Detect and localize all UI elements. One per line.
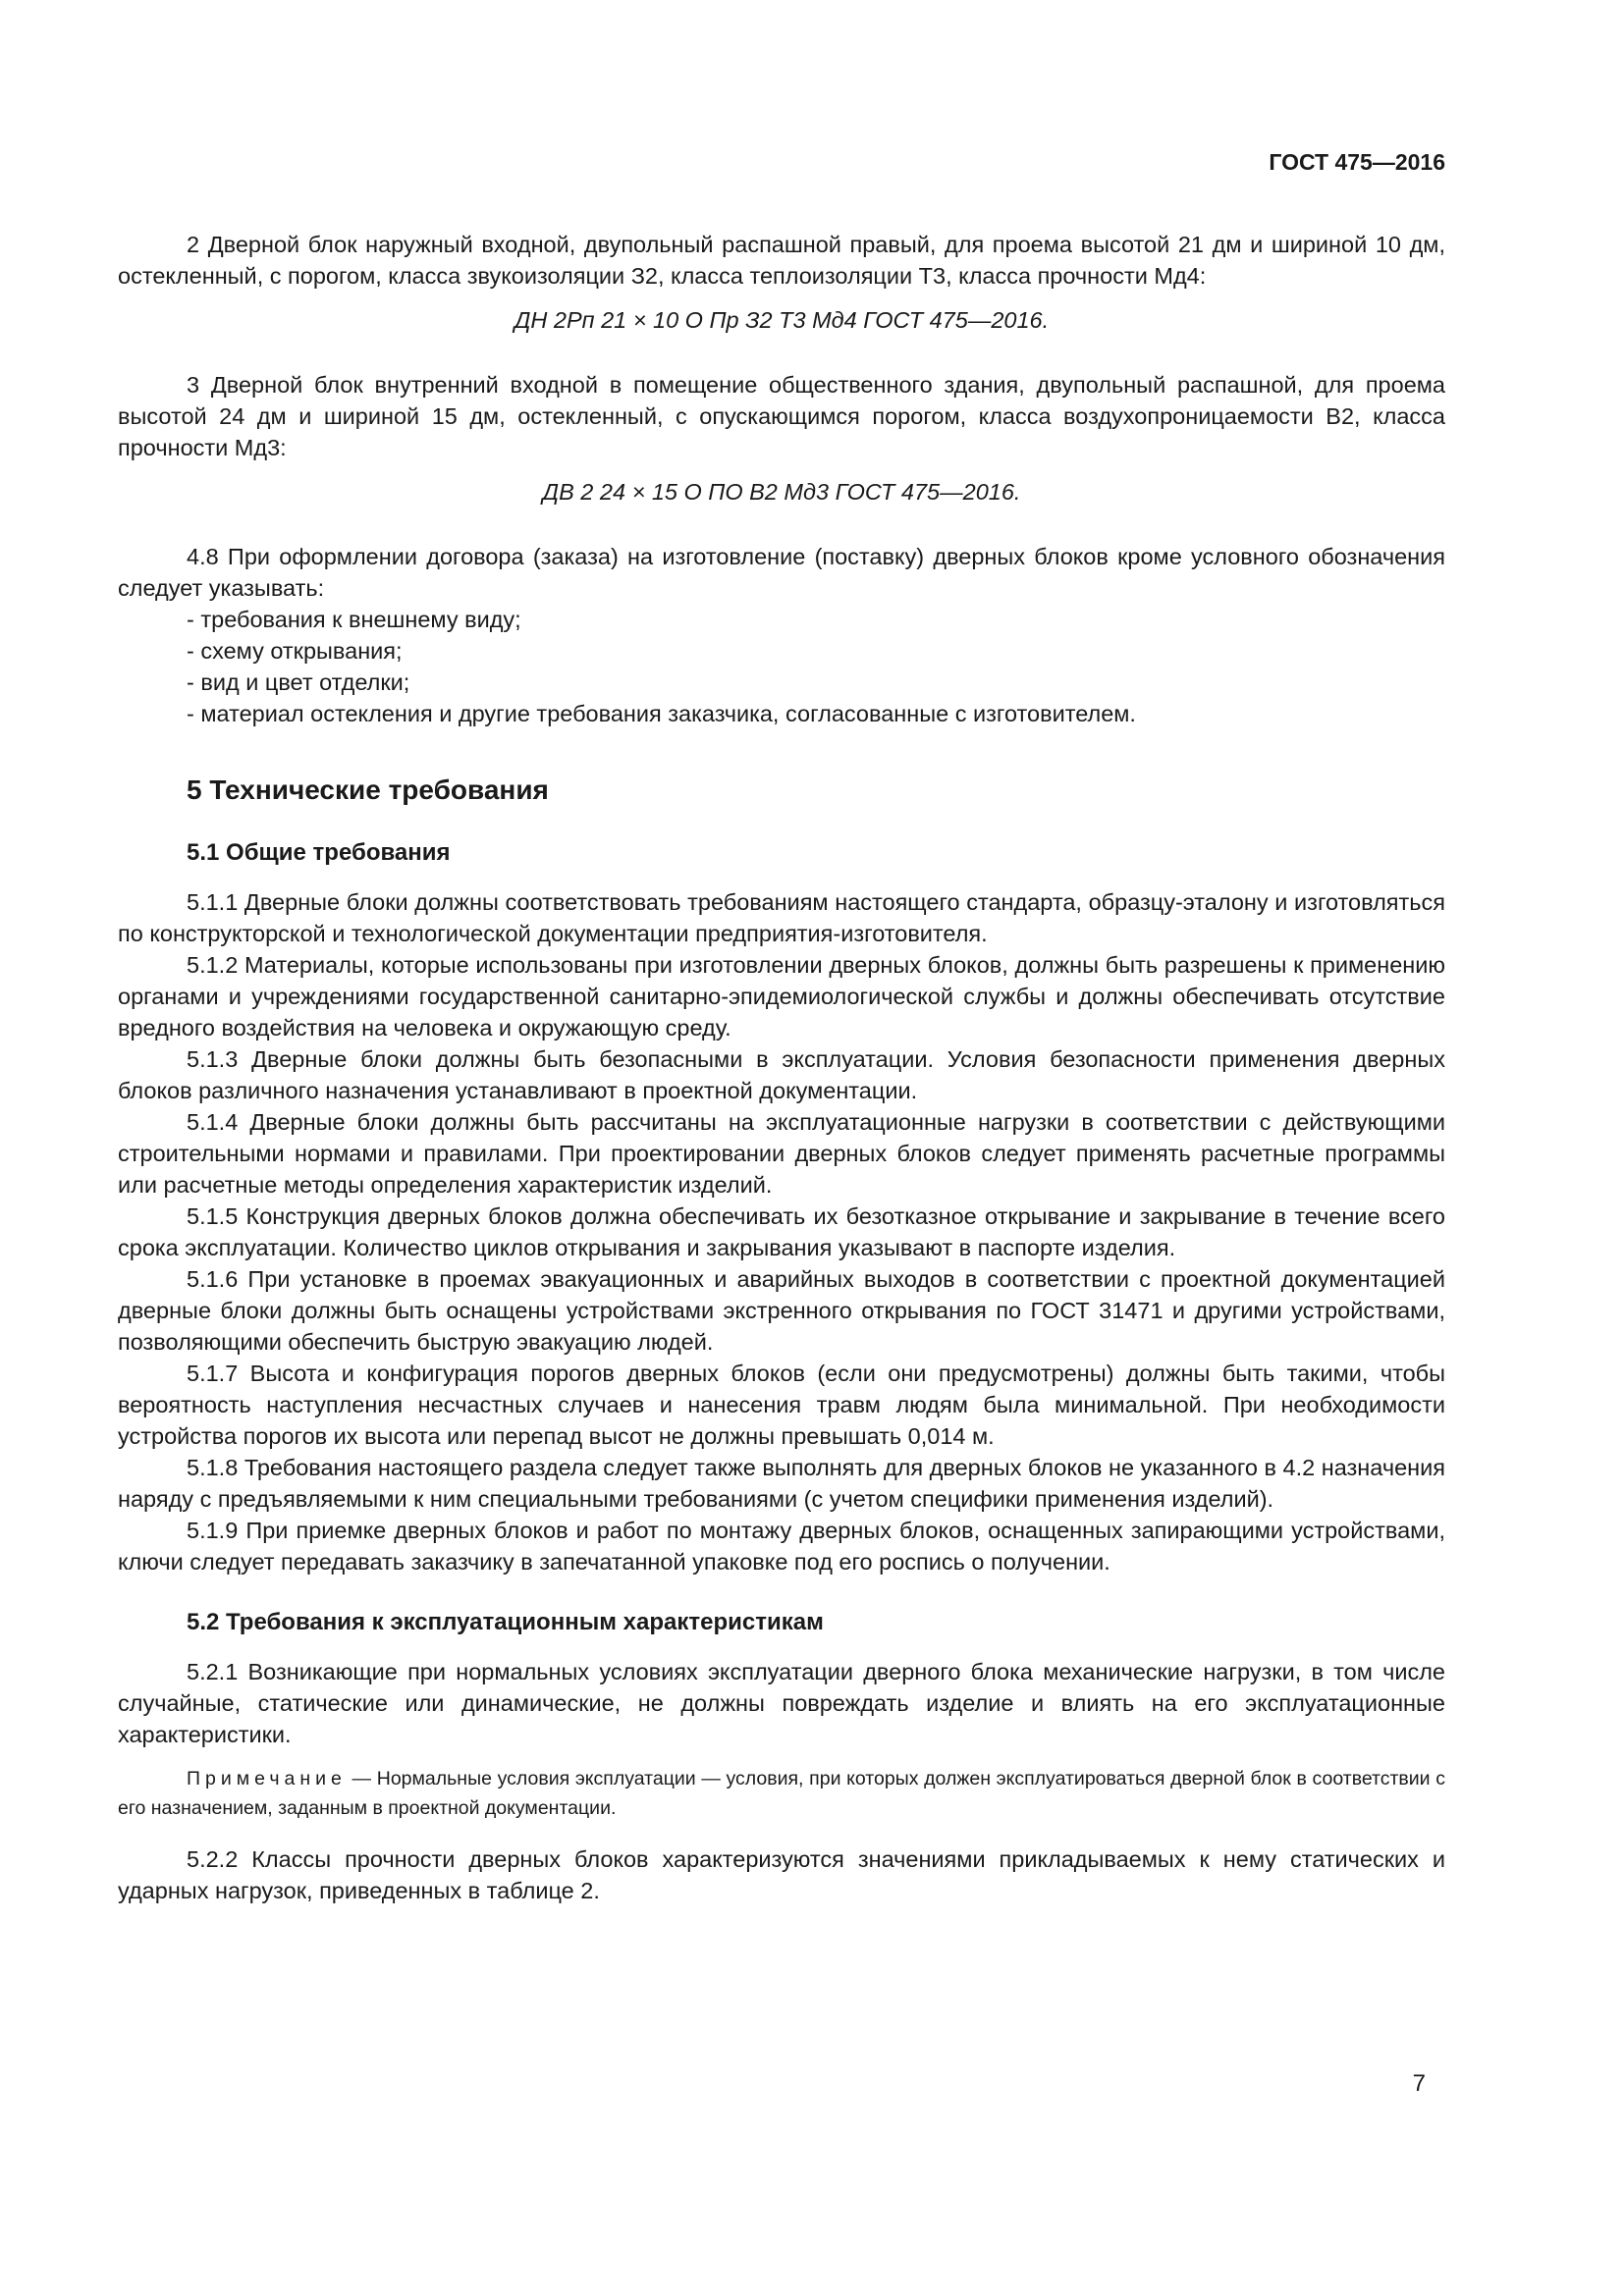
designation-example: ДН 2Рп 21 × 10 О Пр З2 Т3 Мд4 ГОСТ 475—2016. xyxy=(514,307,1050,333)
section-heading: 5 Технические требования xyxy=(187,774,549,805)
paragraph: 5.1.5 Конструкция дверных блоков должна обеспечивать их безотказное открывание и закрывание в течение всего срока эксплуатации. Количество циклов открывания и закрывания указывают в паспорте изделия. xyxy=(118,1203,1445,1260)
paragraph: 5.1.8 Требования настоящего раздела следует также выполнять для дверных блоков не указанного в 4.2 назначения наряду с предъявляемыми к ним специальными требованиями (с учетом специфики применения изделий). xyxy=(118,1455,1445,1512)
paragraph: 5.1.3 Дверные блоки должны быть безопасными в эксплуатации. Условия безопасности применения дверных блоков различного назначения устанавливают в проектной документации. xyxy=(118,1046,1445,1103)
running-header: ГОСТ 475—2016 xyxy=(1269,149,1445,175)
paragraph: 4.8 При оформлении договора (заказа) на изготовление (поставку) дверных блоков кроме условного обозначения следует указывать: xyxy=(118,544,1445,601)
list-item: - вид и цвет отделки; xyxy=(187,669,410,695)
paragraph: 5.1.1 Дверные блоки должны соответствовать требованиям настоящего стандарта, образцу-эталону и изготовляться по конструкторской и технологической документации предприятия-изготовителя. xyxy=(118,889,1445,946)
list-item: - схему открывания; xyxy=(187,638,403,664)
paragraph: 5.1.6 При установке в проемах эвакуационных и аварийных выходов в соответствии с проектной документацией дверные блоки должны быть оснащены устройствами экстренного открывания по ГОСТ 31471 и другими устройствами, позволяющими обеспечить быструю эвакуацию людей. xyxy=(118,1266,1445,1355)
paragraph: 3 Дверной блок внутренний входной в помещение общественного здания, двупольный распашной, для проема высотой 24 дм и шириной 15 дм, остекленный, с опускающимся порогом, класса воздухопроницаемости В2, класса прочности Мд3: xyxy=(118,372,1445,460)
note: Примечание — Нормальные условия эксплуатации — условия, при которых должен эксплуатироваться дверной блок в соответствии с его назначением, заданным в проектной документации. xyxy=(118,1768,1445,1819)
list-item: - требования к внешнему виду; xyxy=(187,607,521,632)
paragraph: 5.1.9 При приемке дверных блоков и работ по монтажу дверных блоков, оснащенных запирающими устройствами, ключи следует передавать заказчику в запечатанной упаковке под его роспись о получении. xyxy=(118,1518,1445,1575)
subsection-heading: 5.2 Требования к эксплуатационным характеристикам xyxy=(187,1609,824,1635)
paragraph: 5.2.1 Возникающие при нормальных условиях эксплуатации дверного блока механические нагрузки, в том числе случайные, статические или динамические, не должны повреждать изделие и влиять на его эксплуатационные характеристики. xyxy=(118,1659,1445,1747)
paragraph: 5.2.2 Классы прочности дверных блоков характеризуются значениями прикладываемых к нему статических и ударных нагрузок, приведенных в таблице 2. xyxy=(118,1846,1445,1903)
paragraph: 2 Дверной блок наружный входной, двупольный распашной правый, для проема высотой 21 дм и шириной 10 дм, остекленный, с порогом, класса звукоизоляции З2, класса теплоизоляции Т3, класса прочности Мд4: xyxy=(118,232,1445,289)
page-number: 7 xyxy=(1412,2070,1426,2097)
note-label: Примечание xyxy=(187,1768,347,1789)
designation-example: ДВ 2 24 × 15 О ПО В2 Мд3 ГОСТ 475—2016. xyxy=(542,479,1021,505)
list-item: - материал остекления и другие требования заказчика, согласованные с изготовителем. xyxy=(187,701,1136,726)
document-content xyxy=(118,229,1445,1906)
subsection-heading: 5.1 Общие требования xyxy=(187,839,451,866)
paragraph: 5.1.4 Дверные блоки должны быть рассчитаны на эксплуатационные нагрузки в соответствии с действующими строительными нормами и правилами. При проектировании дверных блоков следует применять расчетные программы или расчетные методы определения характеристик изделий. xyxy=(118,1109,1445,1198)
paragraph: 5.1.7 Высота и конфигурация порогов дверных блоков (если они предусмотрены) должны быть такими, чтобы вероятность наступления несчастных случаев и нанесения травм людям была минимальной. При необходимости устройства порогов их высота или перепад высот не должны превышать 0,014 м. xyxy=(118,1361,1445,1449)
paragraph: 5.1.2 Материалы, которые использованы при изготовлении дверных блоков, должны быть разрешены к применению органами и учреждениями государственной санитарно-эпидемиологической службы и должны обеспечивать отсутствие вредного воздействия на человека и окружающую среду. xyxy=(118,952,1445,1041)
